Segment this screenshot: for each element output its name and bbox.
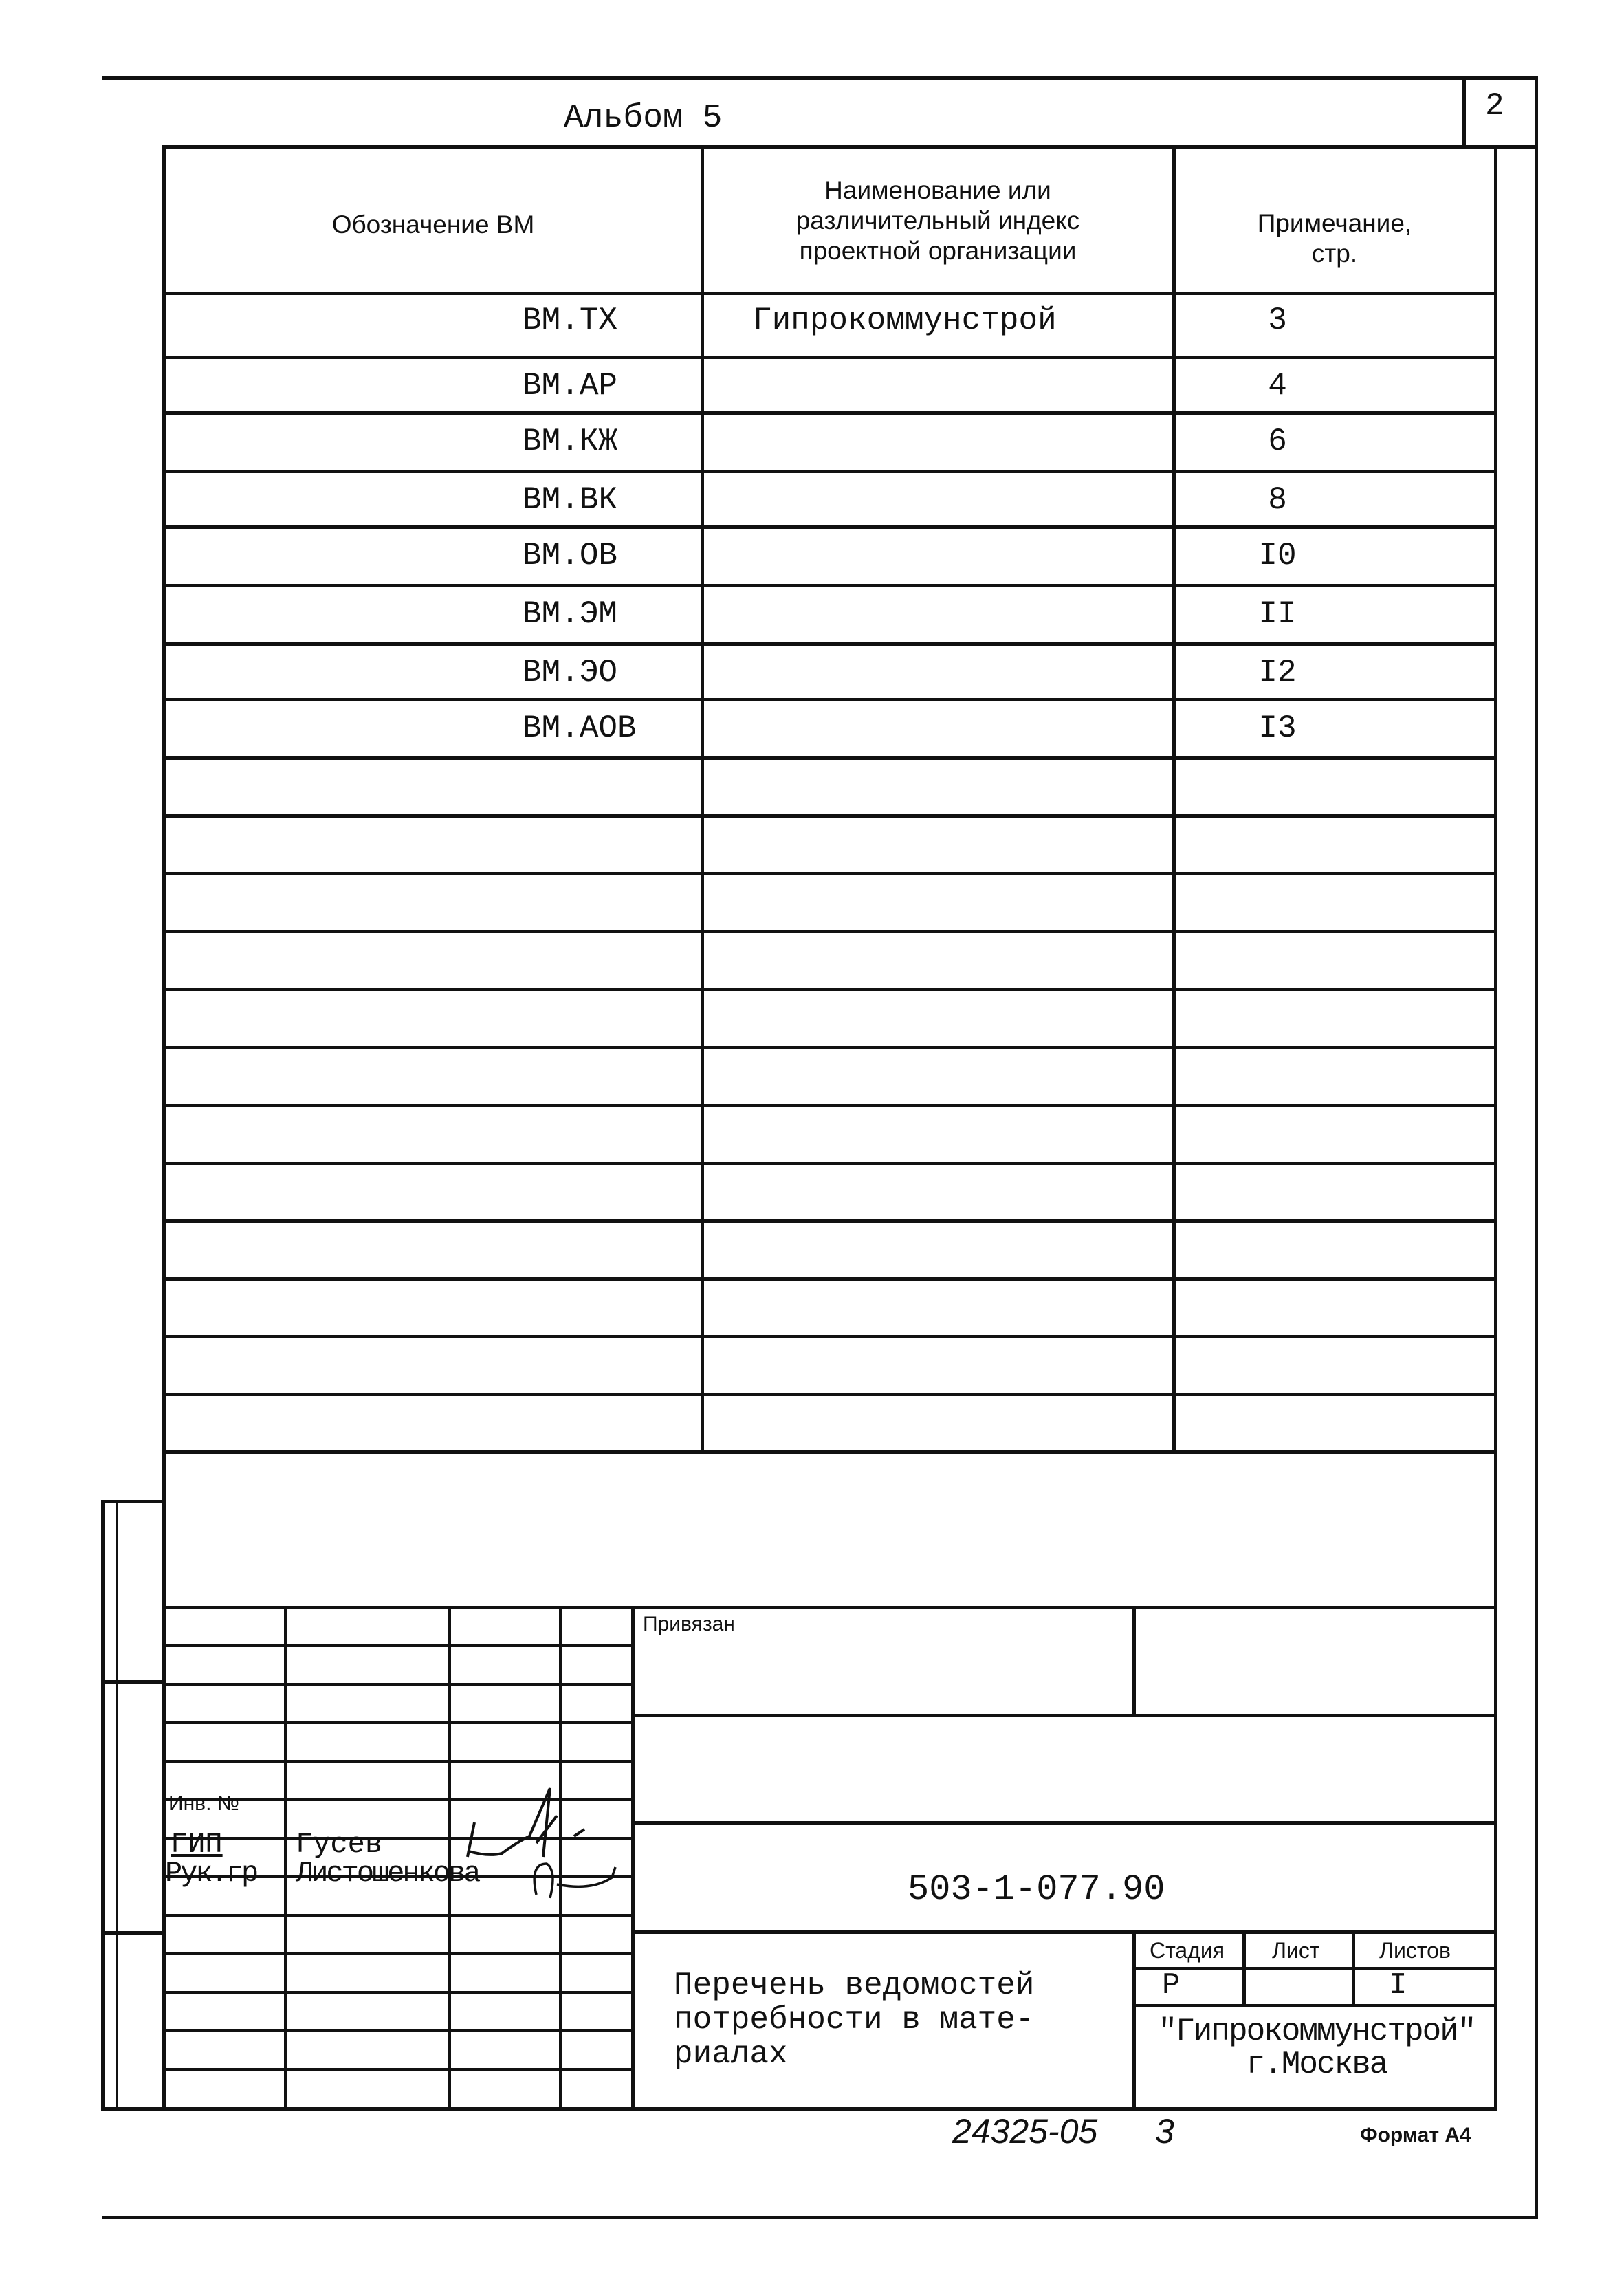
designation-cell: ВМ.АР	[523, 368, 618, 404]
document-title-line3: риалах	[674, 2036, 788, 2072]
column-divider-2	[1172, 145, 1176, 1453]
signature-gip	[454, 1774, 633, 1912]
page-cell: I3	[1258, 710, 1297, 746]
page-cell: I2	[1258, 655, 1297, 690]
title-block-row-divider	[162, 1952, 633, 1955]
binding-strip-div1	[101, 1680, 164, 1684]
stage-label: Стадия	[1150, 1938, 1225, 1963]
header-note	[1174, 208, 1495, 269]
header-designation: Обозначение ВМ	[331, 210, 535, 239]
staff-name-gip: Гусев	[296, 1828, 383, 1861]
frame-right	[1535, 76, 1538, 2219]
page-cell: 4	[1268, 368, 1287, 404]
title-block-row-divider	[162, 1914, 633, 1917]
header-bottom	[162, 292, 1497, 295]
stage-header-bottom	[1132, 1967, 1497, 1970]
name-cell: Гипрокоммунстрой	[753, 303, 1057, 338]
document-title	[674, 1968, 1035, 2071]
table-left	[162, 145, 166, 2110]
archive-number: 24325-05	[952, 2112, 1098, 2151]
row-divider	[162, 525, 1497, 529]
album-label: Альбом 5	[564, 100, 723, 137]
frame-bottom	[102, 2216, 1538, 2219]
sheet-number-box-left	[1462, 76, 1466, 148]
designation-cell: ВМ.ЭМ	[523, 596, 618, 632]
title-block-row-divider	[162, 2029, 633, 2032]
stage-values-bottom	[1132, 2004, 1497, 2007]
row-divider	[162, 930, 1497, 933]
page-cell: 8	[1268, 482, 1287, 518]
staff-role-gip: ГИП	[171, 1828, 223, 1861]
binding-strip-outer	[101, 1500, 105, 2109]
sheet-label: Лист	[1272, 1938, 1320, 1963]
document-title-line2: потребности в мате-	[674, 2002, 1035, 2038]
title-block-row-divider	[162, 1683, 633, 1686]
bound-label: Привязан	[643, 1613, 735, 1635]
inv-label: Инв. №	[168, 1792, 239, 1815]
sheet-number: 2	[1485, 88, 1504, 124]
footer-page: 3	[1155, 2112, 1174, 2151]
designation-cell: ВМ.ЭО	[523, 655, 618, 690]
row-divider	[162, 642, 1497, 646]
row-divider	[162, 584, 1497, 587]
designation-cell: ВМ.АОВ	[523, 710, 637, 746]
organization-line1: "Гипрокоммунстрой"	[1158, 2014, 1475, 2049]
organization-line2: г.Москва	[1246, 2047, 1387, 2082]
title-block-row-divider	[162, 1644, 633, 1647]
title-block-row-divider	[162, 1721, 633, 1724]
row-divider	[162, 872, 1497, 875]
page-cell: 3	[1268, 303, 1287, 338]
row-divider	[162, 470, 1497, 473]
table-body-bottom	[162, 1450, 1497, 1454]
page-cell: 6	[1268, 424, 1287, 459]
bound-bottom	[631, 1714, 1497, 1717]
designation-cell: ВМ.ТХ	[523, 303, 618, 338]
row-divider	[162, 1277, 1497, 1281]
row-divider	[162, 1219, 1497, 1223]
header-note-line1: Примечание,	[1257, 209, 1412, 237]
header-note-line2: стр.	[1311, 239, 1358, 268]
organization	[1141, 2015, 1492, 2081]
row-divider	[162, 1046, 1497, 1049]
title-block-row-divider	[162, 1991, 633, 1994]
row-divider	[162, 1104, 1497, 1107]
row-divider	[162, 988, 1497, 991]
table-right	[1494, 145, 1497, 2110]
row-divider	[162, 814, 1497, 818]
code-top	[631, 1821, 1497, 1825]
title-block-row-divider	[162, 1760, 633, 1763]
format-label: Формат А4	[1360, 2124, 1471, 2146]
page-cell: I0	[1258, 538, 1297, 574]
header-name-line2: различительный индекс	[795, 206, 1080, 235]
binding-strip-inner	[116, 1500, 118, 2109]
table-top	[162, 145, 1499, 149]
designation-cell: ВМ.КЖ	[523, 424, 618, 459]
row-divider	[162, 356, 1497, 359]
staff-role-group-lead: Рук.гр	[165, 1857, 257, 1890]
row-divider	[162, 756, 1497, 760]
column-divider-1	[701, 145, 704, 1453]
sheets-value: I	[1389, 1968, 1407, 2003]
row-divider	[162, 1162, 1497, 1165]
page-cell: II	[1258, 596, 1297, 632]
binding-strip-top	[101, 1500, 164, 1503]
stage-value: Р	[1162, 1968, 1181, 2003]
designation-cell: ВМ.ОВ	[523, 538, 618, 574]
code-bottom	[631, 1930, 1497, 1934]
binding-strip-div2	[101, 1931, 164, 1935]
row-divider	[162, 698, 1497, 701]
frame-top	[102, 76, 1538, 80]
title-block-top	[162, 1606, 1497, 1609]
designation-cell: ВМ.ВК	[523, 482, 618, 518]
header-name-line1: Наименование или	[824, 176, 1051, 204]
row-divider	[162, 1335, 1497, 1338]
header-name	[703, 175, 1173, 266]
row-divider	[162, 1393, 1497, 1396]
document-code: 503-1-077.90	[908, 1869, 1165, 1910]
title-block-row-divider	[162, 2068, 633, 2071]
binding-strip-bottom	[101, 2107, 1497, 2111]
bound-divider	[1132, 1606, 1136, 1716]
stage-block-left	[1132, 1930, 1136, 2109]
document-title-line1: Перечень ведомостей	[674, 1968, 1035, 2003]
staff-name-group-lead: Листошенкова	[296, 1857, 479, 1890]
row-divider	[162, 411, 1497, 415]
header-name-line3: проектной организации	[799, 237, 1077, 265]
sheets-label: Листов	[1379, 1938, 1451, 1963]
tb-col-1	[284, 1606, 287, 2109]
